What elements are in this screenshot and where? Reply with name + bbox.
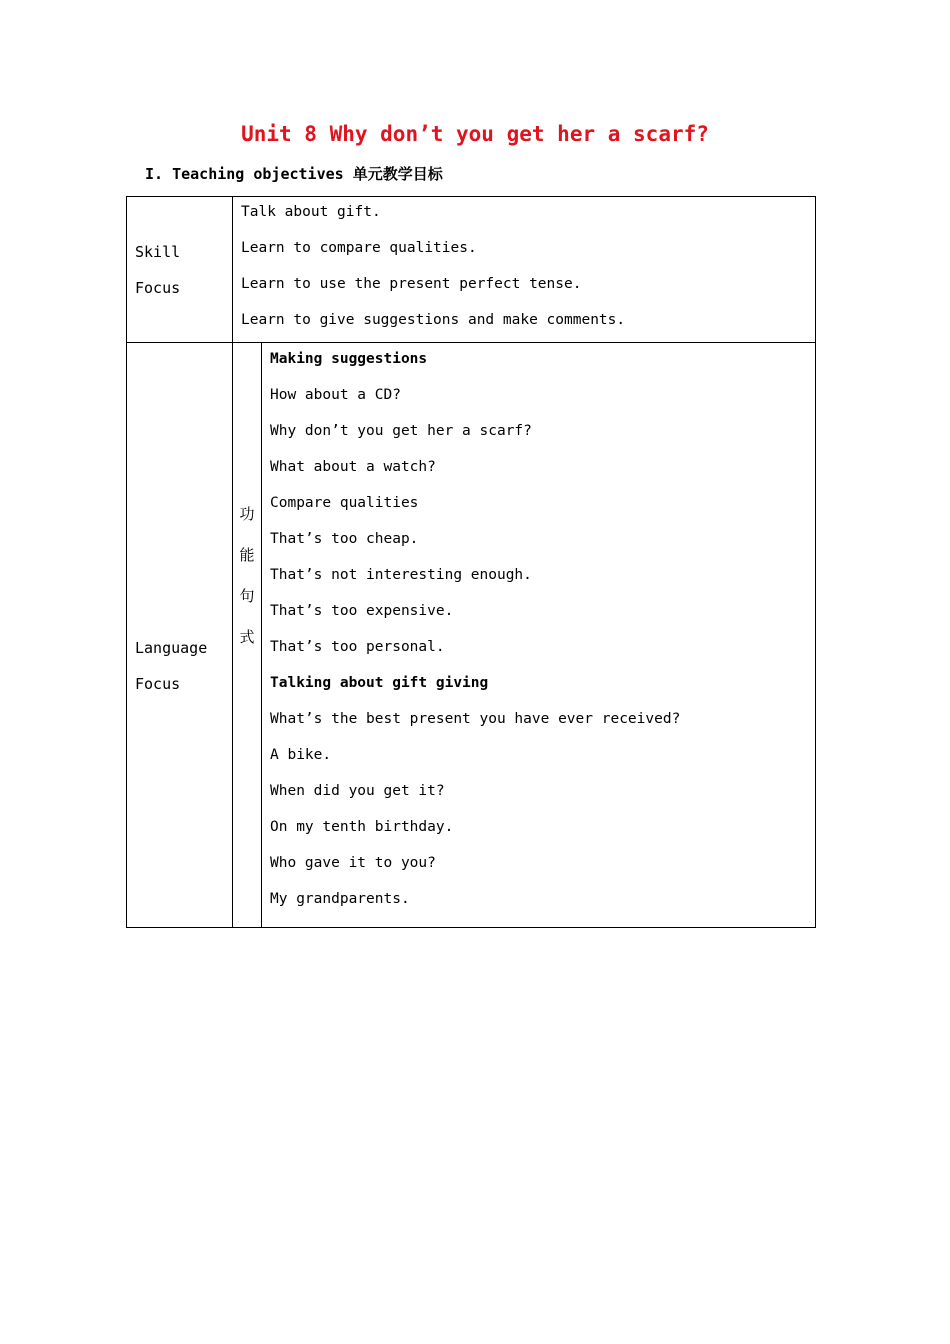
unit-title: Unit 8 Why don’t you get her a scarf? <box>241 122 709 146</box>
function-sentences-label <box>233 343 262 928</box>
sentence-line: What about a watch? <box>270 459 436 475</box>
skill-focus-label-line1: Skill <box>135 242 181 261</box>
sentence-line: On my tenth birthday. <box>270 819 454 835</box>
sentence-line: Why don’t you get her a scarf? <box>270 423 532 439</box>
skill-item: Learn to compare qualities. <box>241 240 477 256</box>
skill-item: Learn to give suggestions and make comments. <box>241 312 626 328</box>
vertical-char: 式 <box>239 628 255 646</box>
language-focus-label <box>127 343 233 928</box>
vertical-char: 句 <box>239 587 255 605</box>
sentence-line: That’s too personal. <box>270 639 445 655</box>
skill-focus-label <box>127 197 233 343</box>
language-focus-label-line2: Focus <box>135 675 181 693</box>
sentence-line: Compare qualities <box>270 495 419 511</box>
vertical-char: 功 <box>239 505 255 523</box>
language-focus-content <box>262 343 816 928</box>
section-subheading: Making suggestions <box>270 351 428 367</box>
sentence-line: That’s too expensive. <box>270 603 454 619</box>
language-focus-label-line1: Language <box>135 639 208 657</box>
sentence-line: That’s not interesting enough. <box>270 567 532 583</box>
skill-item: Learn to use the present perfect tense. <box>241 276 582 292</box>
language-focus-row <box>127 343 816 928</box>
skill-focus-content <box>233 197 816 343</box>
sentence-line: A bike. <box>270 747 332 763</box>
vertical-char: 能 <box>239 546 255 564</box>
sentence-line: My grandparents. <box>270 891 410 907</box>
skill-item: Talk about gift. <box>241 204 381 220</box>
objectives-table <box>126 196 816 928</box>
skill-focus-label-line2: Focus <box>135 278 181 297</box>
skill-focus-row <box>127 197 816 343</box>
sentence-line: That’s too cheap. <box>270 531 419 547</box>
sentence-line: What’s the best present you have ever received? <box>270 711 681 727</box>
section-heading: I. Teaching objectives 单元教学目标 <box>145 165 443 183</box>
section-subheading: Talking about gift giving <box>270 675 489 691</box>
sentence-line: How about a CD? <box>270 387 401 403</box>
sentence-line: Who gave it to you? <box>270 855 436 871</box>
sentence-line: When did you get it? <box>270 783 445 799</box>
